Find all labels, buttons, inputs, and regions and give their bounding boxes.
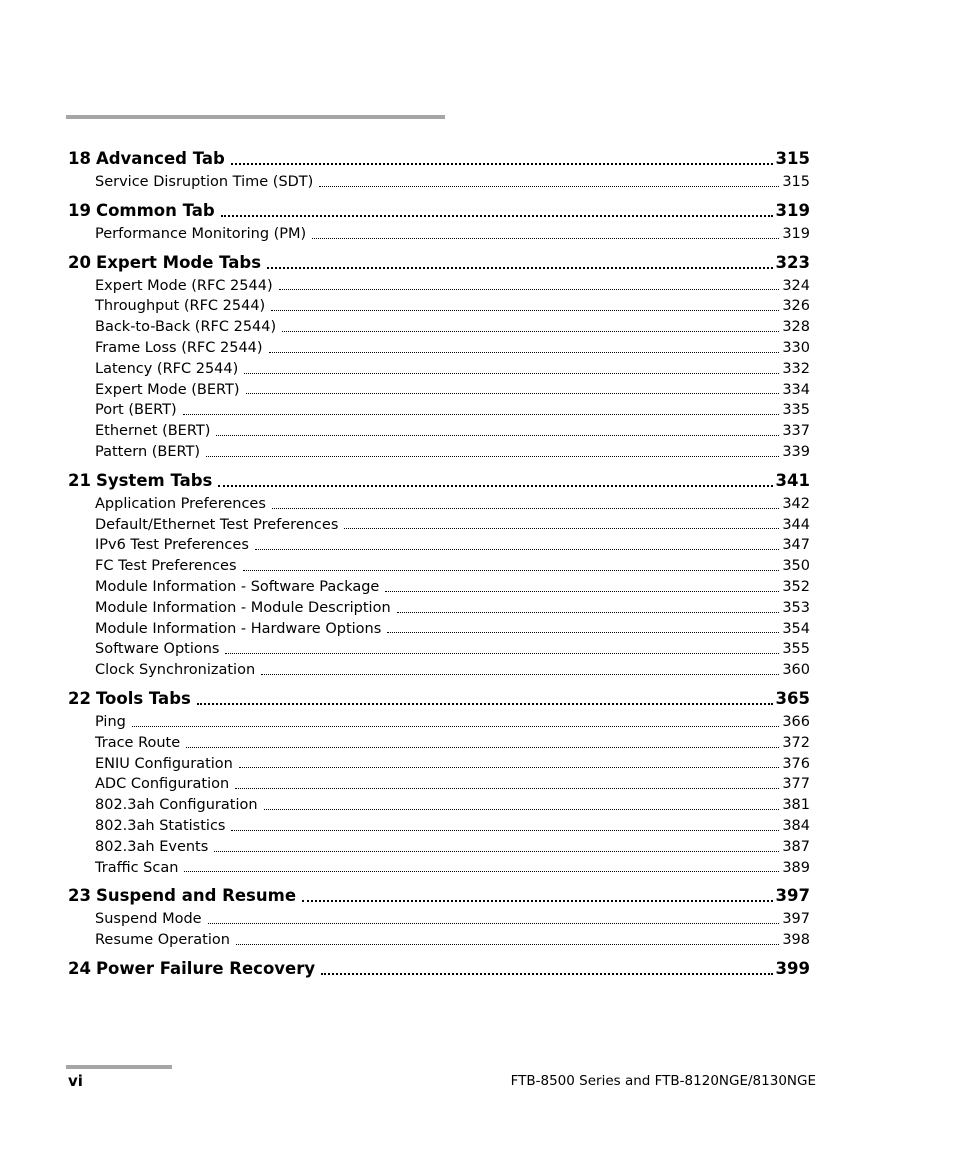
- entry-title: Application Preferences: [95, 495, 266, 512]
- dot-leader: [218, 468, 772, 494]
- entry-page-number: 326: [782, 298, 810, 315]
- dot-leader: [279, 276, 780, 297]
- toc-entry-link[interactable]: [68, 276, 810, 297]
- entry-page-number: 381: [782, 797, 810, 814]
- chapter-heading-link[interactable]: [68, 956, 810, 982]
- dot-leader: [282, 317, 779, 338]
- chapter-number: 21: [68, 470, 91, 490]
- toc-entry-link[interactable]: [68, 224, 810, 245]
- entry-page-number: 355: [782, 641, 810, 658]
- dot-leader: [264, 795, 780, 816]
- toc-chapter: [68, 956, 810, 982]
- dot-leader: [231, 816, 779, 837]
- entry-page-number: 397: [782, 911, 810, 928]
- entry-title: Clock Synchronization: [95, 662, 256, 679]
- entry-title: Module Information - Module Description: [95, 599, 391, 616]
- chapter-title: Expert Mode Tabs: [95, 252, 262, 272]
- entry-page-number: 366: [782, 713, 810, 730]
- dot-leader: [225, 639, 779, 660]
- entry-page-number: 352: [782, 578, 810, 595]
- toc-entry-link[interactable]: [68, 816, 810, 837]
- entry-title: Back-to-Back (RFC 2544): [95, 319, 277, 336]
- chapter-number: 22: [68, 688, 91, 708]
- toc-entry-link[interactable]: [68, 619, 810, 640]
- dot-leader: [272, 494, 779, 515]
- entry-page-number: 350: [782, 558, 810, 575]
- document-title: FTB-8500 Series and FTB-8120NGE/8130NGE: [510, 1073, 816, 1089]
- chapter-number: 19: [68, 200, 91, 220]
- entry-title: Trace Route: [95, 734, 181, 751]
- chapter-title: System Tabs: [95, 470, 213, 490]
- toc-entry-link[interactable]: [68, 712, 810, 733]
- entry-title: Module Information - Software Package: [95, 578, 380, 595]
- entry-title: Expert Mode (RFC 2544): [95, 277, 273, 294]
- entry-title: IPv6 Test Preferences: [95, 537, 249, 554]
- dot-leader: [267, 250, 772, 276]
- entry-page-number: 347: [782, 537, 810, 554]
- chapter-title: Tools Tabs: [95, 688, 191, 708]
- toc-chapter: [68, 250, 810, 463]
- entry-page-number: 398: [782, 932, 810, 949]
- entry-title: ENIU Configuration: [95, 755, 233, 772]
- chapter-heading-link[interactable]: [68, 883, 810, 909]
- chapter-page-number: 365: [775, 688, 810, 708]
- entry-page-number: 337: [782, 423, 810, 440]
- table-of-contents: [68, 146, 810, 987]
- entry-title: Ethernet (BERT): [95, 423, 211, 440]
- dot-leader: [319, 172, 779, 193]
- dot-leader: [197, 686, 773, 712]
- chapter-title: Advanced Tab: [95, 149, 225, 168]
- entry-page-number: 315: [782, 174, 810, 190]
- toc-chapter: [68, 146, 810, 193]
- header-rule: [66, 115, 445, 119]
- entry-title: FC Test Preferences: [95, 558, 237, 575]
- chapter-title: Common Tab: [95, 200, 215, 220]
- entry-title: Resume Operation: [95, 932, 230, 949]
- entry-title: Latency (RFC 2544): [95, 360, 239, 377]
- dot-leader: [239, 754, 779, 775]
- entry-page-number: 334: [782, 381, 810, 398]
- toc-chapter: [68, 198, 810, 245]
- chapter-page-number: 315: [775, 149, 810, 168]
- entry-page-number: 342: [782, 495, 810, 512]
- dot-leader: [244, 359, 779, 380]
- dot-leader: [183, 400, 780, 421]
- dot-leader: [214, 837, 779, 858]
- chapter-heading-link[interactable]: [68, 146, 810, 172]
- entry-title: Software Options: [95, 641, 220, 658]
- chapter-title: Suspend and Resume: [95, 886, 297, 906]
- dot-leader: [208, 909, 780, 930]
- entry-page-number: 387: [782, 838, 810, 855]
- toc-entry-link[interactable]: [68, 733, 810, 754]
- dot-leader: [221, 198, 773, 224]
- dot-leader: [255, 535, 779, 556]
- toc-entry-link[interactable]: [68, 774, 810, 795]
- entry-title: Default/Ethernet Test Preferences: [95, 516, 339, 533]
- entry-title: Expert Mode (BERT): [95, 381, 240, 398]
- entry-title: 802.3ah Configuration: [95, 797, 258, 814]
- entry-page-number: 376: [782, 755, 810, 772]
- toc-entry-link[interactable]: [68, 317, 810, 338]
- chapter-heading-link[interactable]: [68, 686, 810, 712]
- toc-entry-link[interactable]: [68, 858, 810, 879]
- entry-title: Ping: [95, 713, 126, 730]
- toc-entry-link[interactable]: [68, 577, 810, 598]
- chapter-title: Power Failure Recovery: [95, 958, 316, 978]
- toc-entry-link[interactable]: [68, 660, 810, 681]
- entry-page-number: 344: [782, 516, 810, 533]
- toc-entry-link[interactable]: [68, 930, 810, 951]
- dot-leader: [302, 883, 773, 909]
- entry-title: Port (BERT): [95, 402, 177, 419]
- chapter-number: 24: [68, 958, 91, 978]
- dot-leader: [246, 380, 780, 401]
- entry-page-number: 324: [782, 277, 810, 294]
- toc-chapter: [68, 686, 810, 878]
- dot-leader: [387, 619, 779, 640]
- chapter-page-number: 341: [775, 470, 810, 490]
- entry-page-number: 319: [782, 225, 810, 242]
- toc-entry-link[interactable]: [68, 515, 810, 536]
- chapter-heading-link[interactable]: [68, 468, 810, 494]
- dot-leader: [312, 224, 779, 245]
- toc-entry-link[interactable]: [68, 535, 810, 556]
- entry-title: 802.3ah Events: [95, 838, 209, 855]
- chapter-page-number: 319: [775, 200, 810, 220]
- dot-leader: [236, 930, 779, 951]
- entry-page-number: 353: [782, 599, 810, 616]
- dot-leader: [216, 421, 779, 442]
- toc-entry-link[interactable]: [68, 837, 810, 858]
- dot-leader: [243, 556, 780, 577]
- chapter-heading-link[interactable]: [68, 198, 810, 224]
- entry-page-number: 354: [782, 620, 810, 637]
- entry-page-number: 332: [782, 360, 810, 377]
- toc-entry-link[interactable]: [68, 421, 810, 442]
- dot-leader: [397, 598, 780, 619]
- entry-title: Throughput (RFC 2544): [95, 298, 266, 315]
- entry-page-number: 360: [782, 662, 810, 679]
- chapter-page-number: 323: [775, 252, 810, 272]
- entry-page-number: 328: [782, 319, 810, 336]
- toc-entry-link[interactable]: [68, 754, 810, 775]
- entry-page-number: 339: [782, 443, 810, 460]
- page-number: vi: [68, 1072, 83, 1090]
- entry-page-number: 377: [782, 776, 810, 793]
- entry-page-number: 335: [782, 402, 810, 419]
- toc-chapter: [68, 883, 810, 951]
- dot-leader: [132, 712, 779, 733]
- toc-entry-link[interactable]: [68, 598, 810, 619]
- entry-title: Performance Monitoring (PM): [95, 225, 307, 242]
- entry-title: Pattern (BERT): [95, 443, 201, 460]
- dot-leader: [261, 660, 779, 681]
- toc-entry-link[interactable]: [68, 400, 810, 421]
- toc-chapter: [68, 468, 810, 681]
- entry-title: Module Information - Hardware Options: [95, 620, 382, 637]
- dot-leader: [385, 577, 779, 598]
- toc-entry-link[interactable]: [68, 909, 810, 930]
- toc-entry-link[interactable]: [68, 494, 810, 515]
- dot-leader: [269, 338, 780, 359]
- toc-entry-link[interactable]: [68, 172, 810, 193]
- entry-title: 802.3ah Statistics: [95, 817, 226, 834]
- entry-title: Frame Loss (RFC 2544): [95, 339, 263, 356]
- footer-rule: [66, 1065, 172, 1069]
- chapter-heading-link[interactable]: [68, 250, 810, 276]
- toc-entry-link[interactable]: [68, 639, 810, 660]
- toc-entry-link[interactable]: [68, 338, 810, 359]
- dot-leader: [186, 733, 779, 754]
- chapter-page-number: 399: [775, 958, 810, 978]
- chapter-number: 20: [68, 252, 91, 272]
- dot-leader: [184, 858, 779, 879]
- toc-entry-link[interactable]: [68, 442, 810, 463]
- toc-entry-link[interactable]: [68, 296, 810, 317]
- dot-leader: [206, 442, 779, 463]
- chapter-number: 18: [68, 149, 91, 168]
- entry-title: Suspend Mode: [95, 911, 202, 928]
- entry-title: Service Disruption Time (SDT): [95, 174, 314, 190]
- chapter-page-number: 397: [775, 886, 810, 906]
- entry-page-number: 330: [782, 339, 810, 356]
- dot-leader: [321, 956, 772, 982]
- dot-leader: [271, 296, 779, 317]
- dot-leader: [235, 774, 779, 795]
- entry-title: ADC Configuration: [95, 776, 230, 793]
- toc-entry-link[interactable]: [68, 380, 810, 401]
- dot-leader: [344, 515, 779, 536]
- chapter-number: 23: [68, 886, 91, 906]
- toc-entry-link[interactable]: [68, 795, 810, 816]
- entry-page-number: 372: [782, 734, 810, 751]
- dot-leader: [231, 146, 773, 172]
- entry-title: Traffic Scan: [95, 859, 179, 876]
- toc-entry-link[interactable]: [68, 359, 810, 380]
- entry-page-number: 384: [782, 817, 810, 834]
- entry-page-number: 389: [782, 859, 810, 876]
- toc-entry-link[interactable]: [68, 556, 810, 577]
